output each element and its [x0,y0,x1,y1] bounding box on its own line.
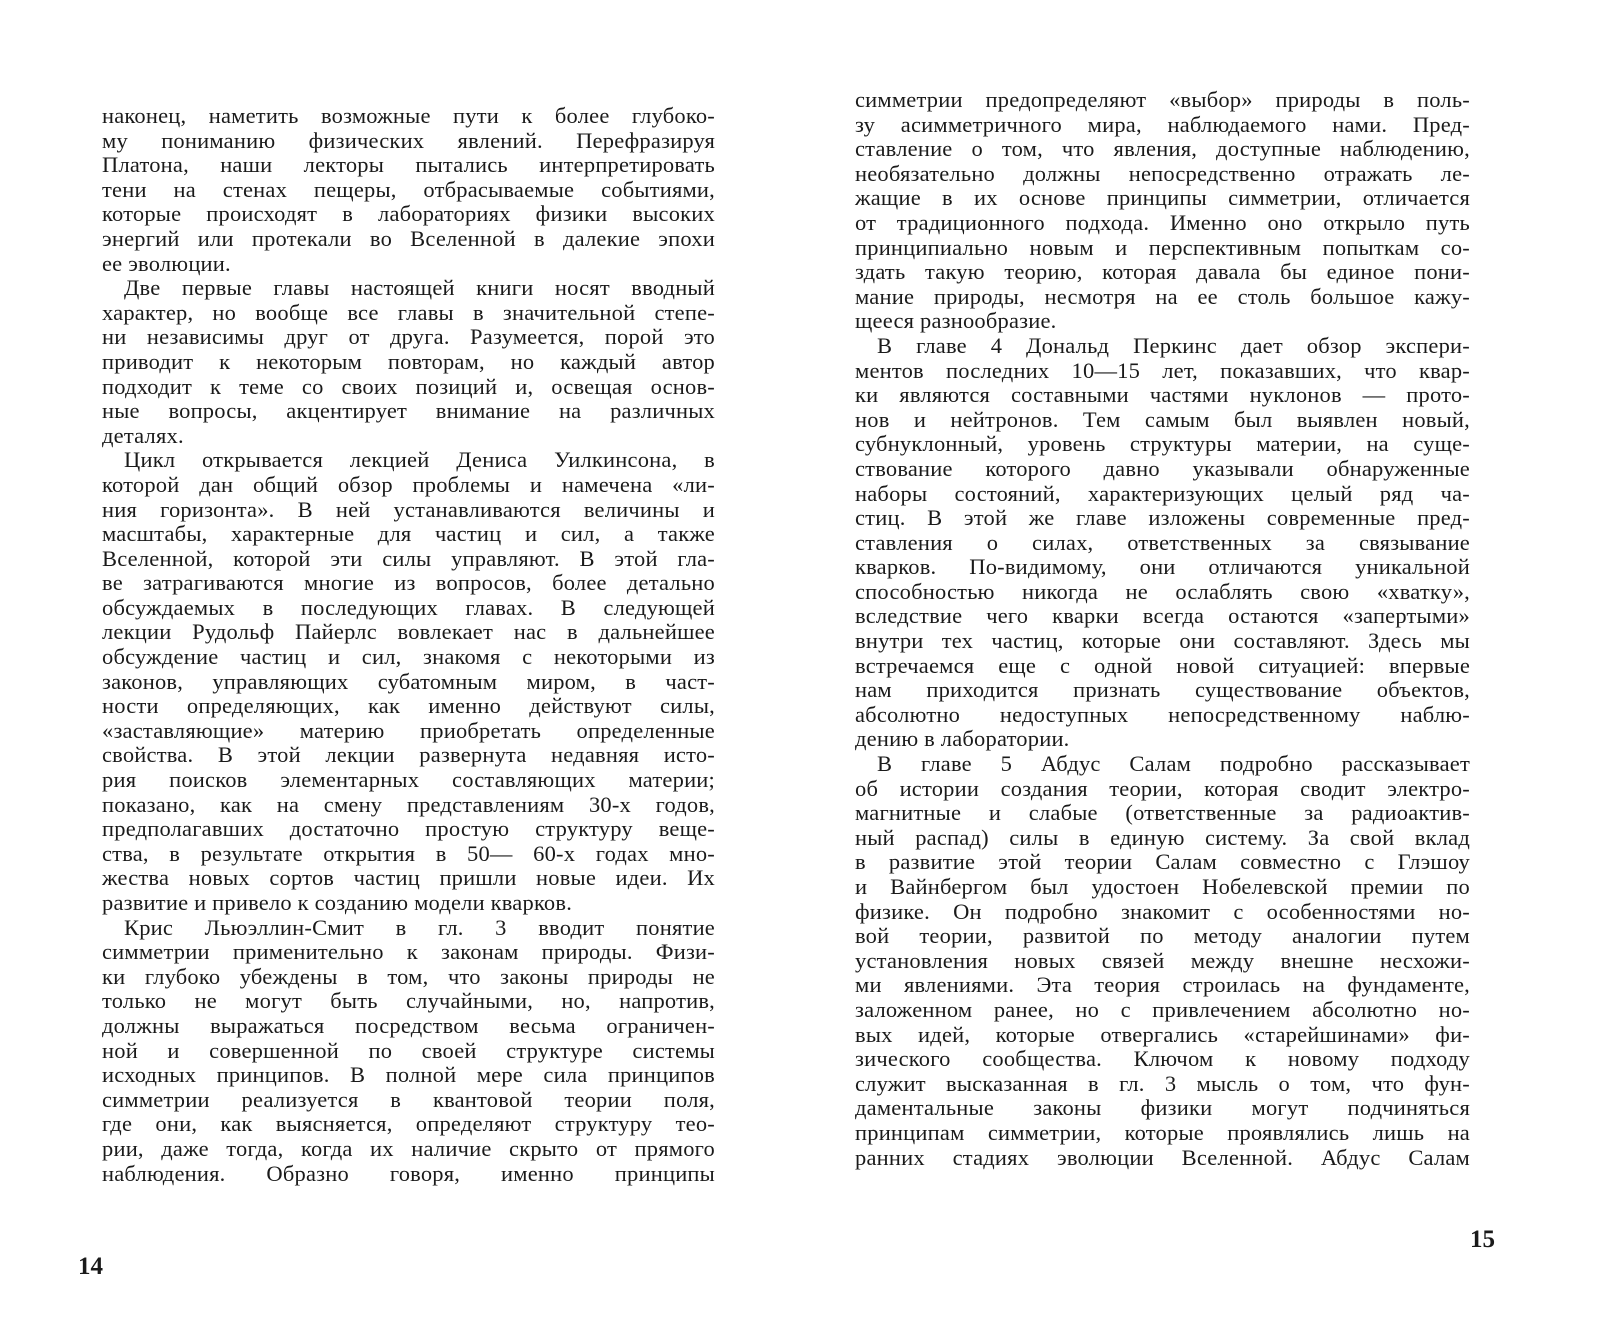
text-line: вых идей, которые отвергались «старейшинами» фи- [855,1021,1470,1047]
text-line: абсолютно недоступных непосредственному наблю- [855,701,1470,727]
text-line: где они, как выясняется, определяют структуру тео- [102,1111,715,1137]
text-line: ства, в результате открытия в 50— 60-х годах мно- [102,840,715,866]
text-line: ментов последних 10—15 лет, показавших, что квар- [855,357,1470,383]
text-line: которые происходят в лабораториях физики высоких [102,201,715,227]
text-line: Две первые главы настоящей книги носят вводный [124,275,715,301]
text-line: В главе 4 Дональд Перкинс дает обзор экспери- [877,332,1470,358]
text-line: должны выражаться посредством весьма ограничен- [102,1012,715,1038]
text-line: характер, но вообще все главы в значительной степе- [102,299,715,325]
text-line: нам приходится признать существование объектов, [855,677,1470,703]
text-line: ставление о том, что явления, доступные наблюдению, [855,136,1470,162]
text-line: наконец, наметить возможные пути к более глубоко- [102,103,715,128]
text-line: рия поисков элементарных составляющих материи; [102,767,715,793]
text-line: масштабы, характерные для частиц и сил, а также [102,521,715,547]
text-line: предполагавших достаточно простую структуру веще- [102,816,715,842]
text-line: му пониманию физических явлений. Перефразируя [102,127,715,153]
text-line: ве затрагиваются многие из вопросов, более детально [102,570,715,596]
text-line: ный распад) силы в единую систему. За свой вклад [855,824,1470,850]
text-line: нов и нейтронов. Тем самым был выявлен новый, [855,406,1470,432]
text-line: симметрии применительно к законам природы. Физи- [102,939,715,965]
text-line: ки являются составными частями нуклонов — прото- [855,382,1470,408]
text-line: ной и совершенной по своей структуре системы [102,1037,715,1063]
text-line: обсуждение частиц и сил, знакомя с некоторыми из [102,644,715,670]
text-line: энергий или протекали во Вселенной в далекие эпохи [102,225,715,251]
text-line: которой дан общий обзор проблемы и намечена «ли- [102,471,715,497]
text-line: законов, управляющих субатомным миром, в част- [102,668,715,694]
text-line: показано, как на смену представлениям 30-х годов, [102,791,715,817]
text-line: рии, даже тогда, когда их наличие скрыто от прямого [102,1135,715,1161]
text-line: кварков. По-видимому, они отличаются уникальной [855,554,1470,580]
text-line: ми явлениями. Эта теория строилась на фундаменте, [855,972,1470,998]
text-line: ния горизонта». В ней устанавливаются величины и [102,496,715,522]
left-page-text [102,104,715,1186]
text-line: ности определяющих, как именно действуют силы, [102,693,715,719]
text-line: свойства. В этой лекции развернута недавняя исто- [102,742,715,768]
text-line: зического сообщества. Ключом к новому подходу [855,1046,1470,1072]
text-line: здать такую теорию, которая давала бы единое пони- [855,259,1470,285]
text-line: ранних стадиях эволюции Вселенной. Абдус Салам [855,1144,1470,1170]
text-line: наблюдения. Образно говоря, именно принципы [102,1160,715,1186]
text-line: Вселенной, которой эти силы управляют. В этой гла- [102,545,715,571]
text-line: стиц. В этой же главе изложены современные пред- [855,505,1470,531]
text-line: исходных принципов. В полной мере сила принципов [102,1062,715,1088]
text-line: ни независимы друг от друга. Разумеется, порой это [102,324,715,350]
text-line: симметрии предопределяют «выбор» природы в поль- [855,87,1470,112]
text-line: развитие и привело к созданию модели кварков. [102,890,573,915]
text-line: щееся разнообразие. [855,308,1057,334]
text-line: дению в лаборатории. [855,726,1070,752]
text-line: вследствие чего кварки всегда остаются «запертыми» [855,603,1470,629]
text-line: тени на стенах пещеры, отбрасываемые событиями, [102,176,715,202]
text-line: способностью никогда не ослаблять свою «хватку», [855,578,1470,604]
page-number: 15 [1470,1226,1495,1253]
text-line: симметрии реализуется в квантовой теории поля, [102,1086,715,1112]
text-line: ее эволюции. [102,250,231,276]
text-line: зу асимметричного мира, наблюдаемого нами. Пред- [855,111,1470,137]
text-line: принципиально новым и перспективным попыткам со- [855,234,1470,260]
text-line: лекции Рудольф Пайерлс вовлекает нас в дальнейшее [102,619,715,645]
text-line: даментальные законы физики могут подчиняться [855,1095,1470,1121]
text-line: В главе 5 Абдус Салам подробно рассказывает [877,751,1470,777]
text-line: наборы состояний, характеризующих целый ряд ча- [855,480,1470,506]
page-number: 14 [78,1253,103,1280]
text-line: жества новых сортов частиц пришли новые идеи. Их [102,865,715,891]
text-line: физике. Он подробно знакомит с особенностями но- [855,898,1470,924]
text-line: установления новых связей между внешне несхожи- [855,947,1470,973]
text-line: Крис Льюэллин-Смит в гл. 3 вводит понятие [124,914,715,940]
text-line: «заставляющие» материю приобретать определенные [102,717,715,743]
text-line: служит высказанная в гл. 3 мысль о том, что фун- [855,1070,1470,1096]
text-line: только не могут быть случайными, но, напротив, [102,988,715,1014]
text-line: подходит к теме со своих позиций и, освещая основ- [102,373,715,399]
text-line: заложенном ранее, но с привлечением абсолютно но- [855,996,1470,1022]
text-line: деталях. [102,422,184,448]
text-line: мание природы, несмотря на ее столь большое кажу- [855,283,1470,309]
text-line: об истории создания теории, которая сводит электро- [855,775,1470,801]
text-line: приводит к некоторым повторам, но каждый автор [102,348,715,374]
text-line: внутри тех частиц, которые они составляют. Здесь мы [855,628,1470,654]
text-line: ные вопросы, акцентирует внимание на различных [102,398,715,424]
text-line: субнуклонный, уровень структуры материи, на суще- [855,431,1470,457]
text-line: ставления о силах, ответственных за связывание [855,529,1470,555]
text-line: вой теории, развитой по методу аналогии путем [855,923,1470,949]
right-page [800,0,1600,1334]
text-line: магнитные и слабые (ответственные за радиоактив- [855,800,1470,826]
right-page-text [855,88,1470,1170]
text-line: от традиционного подхода. Именно оно открыло путь [855,209,1470,235]
text-line: встречаемся еще с одной новой ситуацией: впервые [855,652,1470,678]
text-line: в развитие этой теории Салам совместно с Глэшоу [855,849,1470,875]
text-line: необязательно должны непосредственно отражать ле- [855,160,1470,186]
text-line: и Вайнбергом был удостоен Нобелевской премии по [855,874,1470,899]
text-line: ки глубоко убеждены в том, что законы природы не [102,963,715,989]
text-line: ствование которого давно указывали обнаруженные [855,455,1470,481]
text-line: принципам симметрии, которые проявлялись лишь на [855,1119,1470,1145]
text-line: обсуждаемых в последующих главах. В следующей [102,594,715,620]
text-line: Цикл открывается лекцией Дениса Уилкинсона, в [124,447,715,473]
text-line: жащие в их основе принципы симметрии, отличается [855,185,1470,211]
text-line: Платона, наши лекторы пытались интерпретировать [102,152,715,178]
